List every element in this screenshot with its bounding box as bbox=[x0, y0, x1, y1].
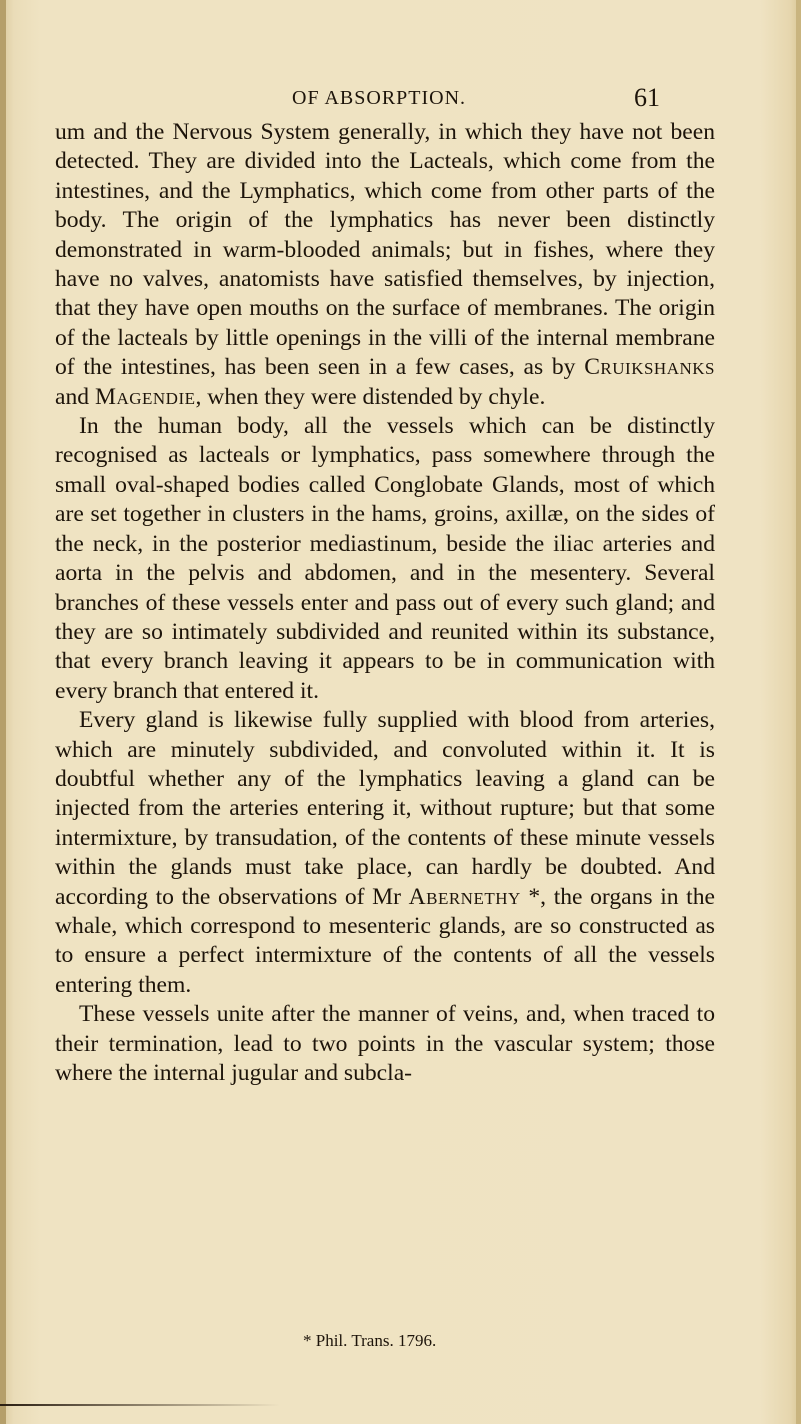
running-head: OF ABSORPTION. bbox=[292, 87, 467, 109]
page-number: 61 bbox=[634, 83, 660, 112]
author-name-abernethy: Abernethy bbox=[408, 883, 521, 910]
paragraph-3-text-b: *, the organs in the whale, which correspond to mesenteric glands, are so constructed as to ensure a perfect intermixture of the contents of all the vessels entering them. bbox=[55, 883, 715, 998]
footnote: * Phil. Trans. 1796. bbox=[303, 1331, 437, 1350]
paragraph-3 bbox=[55, 706, 715, 1000]
body-text bbox=[55, 118, 715, 1088]
paragraph-1-text-b: and bbox=[55, 383, 95, 410]
bottom-edge-rule bbox=[0, 1404, 280, 1406]
page-right-edge bbox=[796, 0, 801, 1424]
paragraph-4: These vessels unite after the manner of veins, and, when traced to their termination, lead to two points in the vascular system; those where the internal jugular and subcla- bbox=[55, 1001, 715, 1086]
paragraph-1-text-a: um and the Nervous System generally, in which they have not been detected. They are divided into the Lacteals, which come from the intestines, and the Lymphatics, which come from other parts of the body. The origin of the lymphatics has never been distinctly demonstrated in warm-blooded animals; but in fishes, where they have no valves, anatomists have satisfied themselves, by injection, that they have open mouths on the surface of membranes. The origin of the lacteals by little openings in the villi of the internal membrane of the intestines, has been seen in a few cases, as by bbox=[55, 119, 715, 381]
author-name-magendie: Magendie bbox=[94, 383, 196, 410]
page-header bbox=[0, 82, 801, 122]
author-name-cruikshanks: Cruikshanks bbox=[584, 354, 715, 381]
page-binding-edge bbox=[0, 0, 6, 1424]
paragraph-3-text-a: Every gland is likewise fully supplied with blood from arteries, which are minutely subdivided, and convoluted within it. It is doubtful whether any of the lymphatics leaving a gland can be injected from the arteries entering it, without rupture; but that some intermixture, by transudation, of the contents of these minute vessels within the glands must take place, can hardly be doubted. And according to the observations of Mr bbox=[55, 707, 715, 910]
paragraph-1 bbox=[55, 118, 715, 412]
paragraph-1-text-c: , when they were distended by chyle. bbox=[195, 383, 546, 410]
paragraph-2: In the human body, all the vessels which can be distinctly recognised as lacteals or lymphatics, pass somewhere through the small oval-shaped bodies called Conglobate Glands, most of which are set together in clusters in the hams, groins, axillæ, on the sides of the neck, in the posterior mediastinum, beside the iliac arteries and aorta in the pelvis and abdomen, and in the mesentery. Several branches of these vessels enter and pass out of every such gland; and they are so intimately subdivided and reunited within its substance, that every branch leaving it appears to be in communication with every branch that entered it. bbox=[55, 413, 715, 704]
